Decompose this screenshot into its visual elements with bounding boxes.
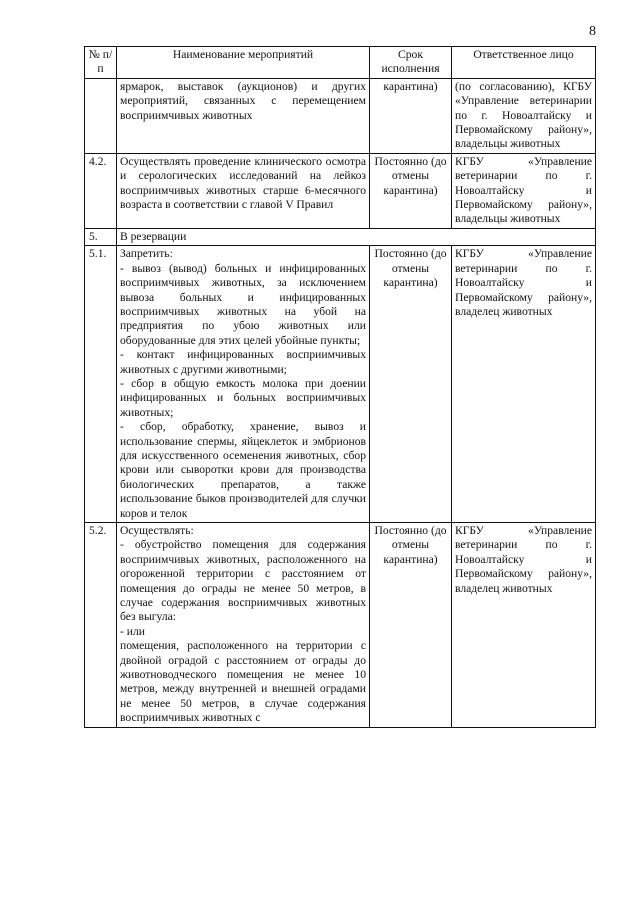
section-title: В резервации <box>117 228 596 245</box>
row-name-line: - вывоз (вывод) больных и инфицированных восприимчивых животных, за исключением вывоза больных и инфицированных восприимчивых животных на убой на предприятия по убою животных или оборудованные для этих целей убойные пункты; <box>120 261 366 347</box>
row-num: 5. <box>85 228 117 245</box>
row-name-line: Запретить: <box>120 247 173 261</box>
row-term: Постоянно (до отмены карантина) <box>370 246 452 523</box>
row-name <box>117 523 370 728</box>
row-name <box>117 246 370 523</box>
row-responsible: КГБУ «Управление ветеринарии по г. Новоалтайску и Первомайскому району», владелец животных <box>452 523 596 728</box>
row-name-line: - обустройство помещения для содержания восприимчивых животных, расположенного на огороженной территории с расстоянием от помещения до ограды не менее 50 метров, в случае содержания восприимчивых животных без выгула: <box>120 538 366 624</box>
header-name: Наименование мероприятий <box>117 47 370 79</box>
row-term: Постоянно (до отмены карантина) <box>370 523 452 728</box>
header-num: № п/п <box>85 47 117 79</box>
row-num <box>85 78 117 153</box>
table-row <box>85 228 596 245</box>
row-term: Постоянно (до отмены карантина) <box>370 153 452 228</box>
row-term: карантина) <box>370 78 452 153</box>
row-name-line: - контакт инфицированных восприимчивых животных с другими животными; <box>120 348 366 376</box>
table-row <box>85 523 596 728</box>
row-name-line: - сбор, обработку, хранение, вывоз и использование спермы, яйцеклеток и эмбрионов для искусственного осеменения животных, сбор крови или сыворотки крови для производства биологических препаратов, а также использование быков производителей для случки коров и телок <box>120 420 366 520</box>
row-num: 5.1. <box>85 246 117 523</box>
row-name-line: - или <box>120 624 145 638</box>
row-responsible: КГБУ «Управление ветеринарии по г. Новоалтайску и Первомайскому району», владельцы животных <box>452 153 596 228</box>
table-row <box>85 78 596 153</box>
table-row <box>85 153 596 228</box>
row-num: 4.2. <box>85 153 117 228</box>
row-name-line: Осуществлять: <box>120 524 194 537</box>
measures-table <box>84 46 596 728</box>
row-name: ярмарок, выставок (аукционов) и других мероприятий, связанных с перемещением восприимчивых животных <box>117 78 370 153</box>
row-responsible: КГБУ «Управление ветеринарии по г. Новоалтайску и Первомайскому району», владелец животных <box>452 246 596 523</box>
row-num: 5.2. <box>85 523 117 728</box>
table-row <box>85 246 596 523</box>
row-name-line: - сбор в общую емкость молока при доении инфицированных и больных восприимчивых животных; <box>120 376 366 419</box>
header-responsible: Ответственное лицо <box>452 47 596 79</box>
table-header-row <box>85 47 596 79</box>
row-name: Осуществлять проведение клинического осмотра и серологических исследований на лейкоз восприимчивых животных старше 6-месячного возраста в соответствии с главой V Правил <box>117 153 370 228</box>
header-term: Срок исполнения <box>370 47 452 79</box>
page-number: 8 <box>589 24 596 39</box>
row-responsible: (по согласованию), КГБУ «Управление ветеринарии по г. Новоалтайску и Первомайскому району», владельцы животных <box>452 78 596 153</box>
row-name-line: помещения, расположенного на территории с двойной оградой с расстоянием от ограды до животноводческого помещения не менее 10 метров, между внутренней и внешней оградами не менее 50 метров, в случае содержания восприимчивых животных с <box>120 639 366 725</box>
